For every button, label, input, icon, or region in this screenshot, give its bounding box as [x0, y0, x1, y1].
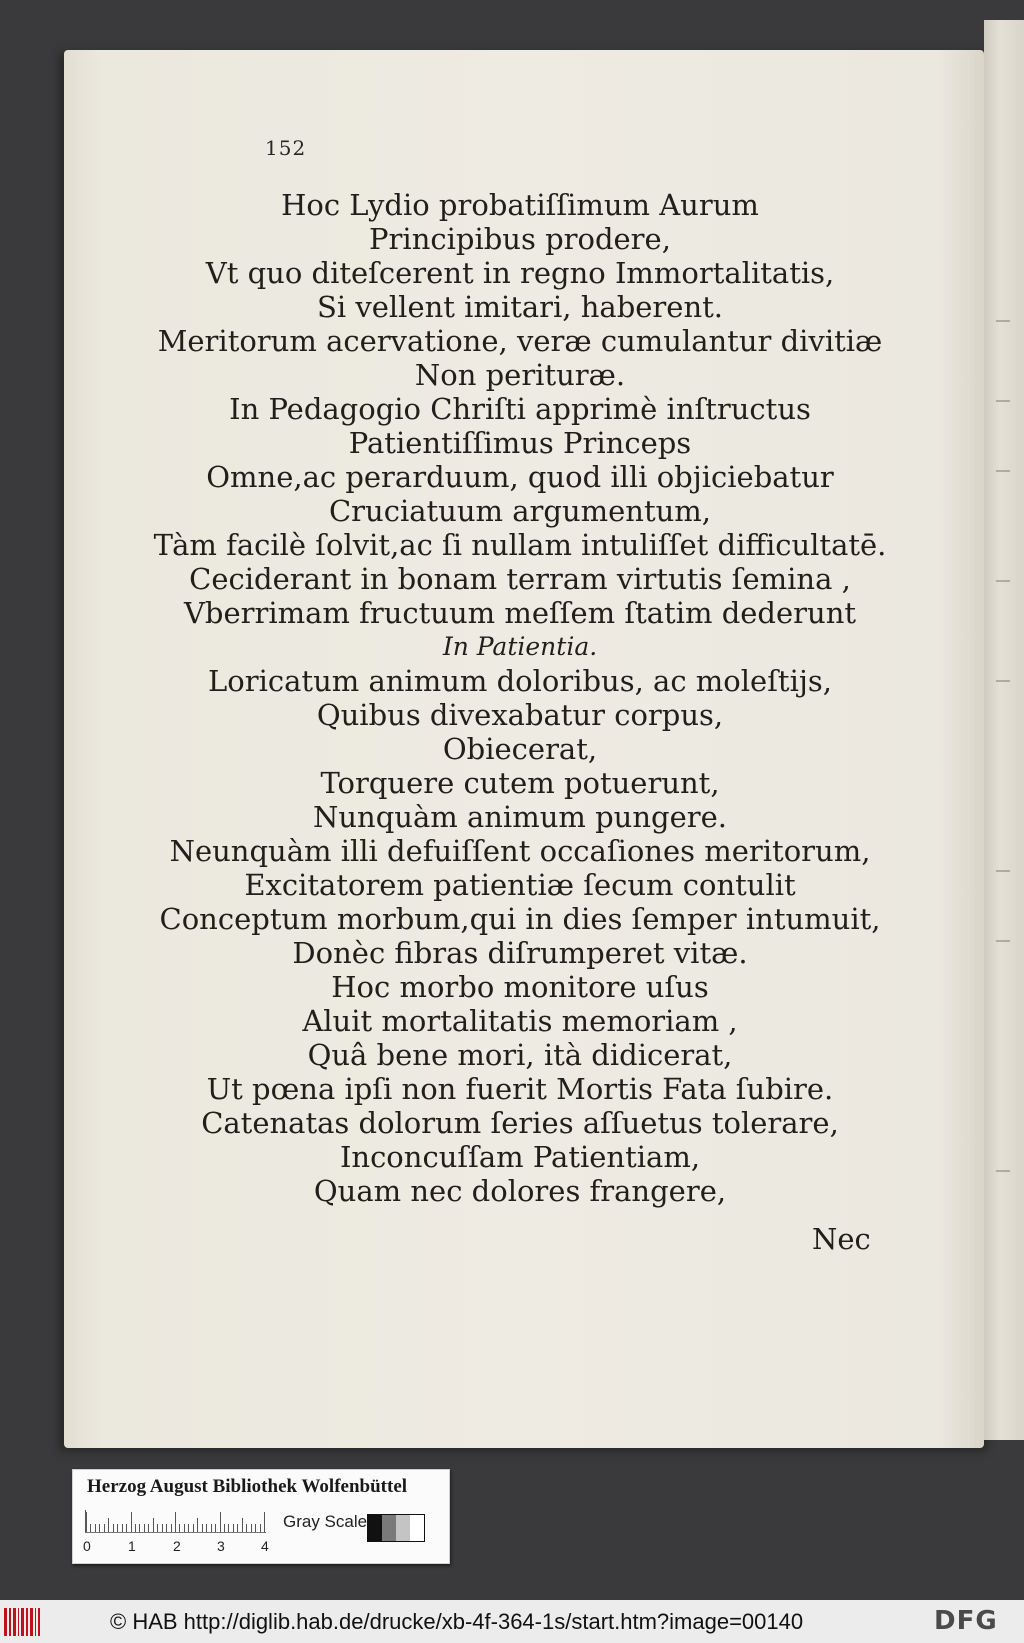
verse-line: Nunquàm animum pungere. — [312, 800, 727, 834]
verse-line: Tàm facilè ſolvit,ac ſi nullam intuliſſet difficultatē. — [153, 528, 887, 562]
verse-line: Cruciatuum argumentum, — [328, 494, 712, 528]
ruler-tick — [184, 1524, 185, 1532]
gray-swatch — [368, 1515, 382, 1541]
verse-line: Ceciderant in bonam terram virtutis ſemina , — [189, 562, 851, 596]
verse-line: Catenatas dolorum ſeries aſſuetus tolerare, — [201, 1106, 839, 1140]
gray-swatch — [410, 1515, 424, 1541]
verse-line: Inconcuſſam Patientiam, — [339, 1140, 701, 1174]
barcode-bar — [21, 1608, 24, 1636]
ruler-tick — [246, 1524, 247, 1532]
ruler-tick — [255, 1524, 256, 1532]
barcode-bar — [18, 1608, 19, 1636]
ruler-tick — [179, 1524, 180, 1532]
scale-number: 2 — [173, 1538, 181, 1554]
ruler-tick — [251, 1524, 252, 1532]
ruler-tick — [113, 1524, 114, 1532]
verse-line: In Pedagogio Chriſti apprimè inſtructus — [229, 392, 811, 426]
ruler-tick — [206, 1524, 207, 1532]
ruler-tick — [242, 1518, 243, 1532]
verse-line: Conceptum morbum,qui in dies ſemper intumuit, — [159, 902, 881, 936]
verse-line: Obiecerat, — [442, 732, 598, 766]
footer-bar — [0, 1600, 1024, 1643]
gray-scale-swatch — [367, 1514, 425, 1542]
ruler-tick — [233, 1524, 234, 1532]
barcode-bar — [35, 1608, 36, 1636]
barcode-bar — [4, 1608, 7, 1636]
verse-line: Hoc morbo monitore uſus — [331, 970, 709, 1004]
ruler-tick — [193, 1524, 194, 1532]
verse-line: Donèc fibras diſrumperet vitæ. — [292, 936, 748, 970]
barcode-bar — [9, 1608, 11, 1636]
credit-link[interactable]: © HAB http://diglib.hab.de/drucke/xb-4f-364-1s/start.htm?image=00140 — [110, 1609, 804, 1634]
ruler-tick — [220, 1512, 221, 1532]
ruler-tick — [175, 1512, 176, 1532]
ruler-scale — [85, 1510, 266, 1533]
ruler-tick — [117, 1524, 118, 1532]
verse-line: Omne,ac perarduum, quod illi objiciebatur — [206, 460, 834, 494]
hab-logo-icon — [4, 1608, 46, 1636]
color-scale-card — [72, 1469, 450, 1564]
ruler-tick — [126, 1524, 127, 1532]
ruler-tick — [144, 1524, 145, 1532]
ruler-tick — [122, 1524, 123, 1532]
ruler-tick — [197, 1518, 198, 1532]
ruler-tick — [215, 1524, 216, 1532]
page-number: 152 — [265, 136, 307, 160]
verse-line: Neunquàm illi defuiſſent occaſiones meritorum, — [169, 834, 871, 868]
ruler-tick — [99, 1524, 100, 1532]
next-page-edge — [984, 20, 1024, 1440]
ruler-tick — [224, 1524, 225, 1532]
gray-scale-label: Gray Scale — [283, 1512, 368, 1531]
verse-line: Si vellent imitari, haberent. — [317, 290, 723, 324]
library-name: Herzog August Bibliothek Wolfenbüttel — [87, 1476, 408, 1497]
scale-number: 4 — [261, 1538, 269, 1554]
verse-line: Quibus divexabatur corpus, — [316, 698, 724, 732]
ruler-tick — [86, 1512, 87, 1532]
ruler-tick — [166, 1524, 167, 1532]
dfg-logo: DFG — [934, 1606, 998, 1636]
verse-line: Loricatum animum doloribus, ac moleſtijs, — [208, 664, 832, 698]
scale-number: 3 — [217, 1538, 225, 1554]
ruler-tick — [153, 1518, 154, 1532]
barcode-bar — [38, 1608, 40, 1636]
ruler-tick — [211, 1524, 212, 1532]
barcode-bar — [30, 1608, 33, 1636]
barcode-bar — [26, 1608, 28, 1636]
barcode-bar — [13, 1608, 16, 1636]
ruler-tick — [108, 1518, 109, 1532]
ruler-tick — [228, 1524, 229, 1532]
verse-line: Quam nec dolores frangere, — [313, 1174, 727, 1208]
ruler-tick — [131, 1512, 132, 1532]
ruler-tick — [260, 1524, 261, 1532]
ruler-tick — [157, 1524, 158, 1532]
ruler-tick — [148, 1524, 149, 1532]
ruler-tick — [139, 1524, 140, 1532]
verse-line: Patientiſſimus Princeps — [348, 426, 692, 460]
verse-line: Ut pœna ipſi non fuerit Mortis Fata ſubire. — [206, 1072, 834, 1106]
ruler-tick — [95, 1524, 96, 1532]
catchword: Nec — [812, 1222, 871, 1256]
verse-line: Non perituræ. — [414, 358, 626, 392]
ruler-tick — [162, 1524, 163, 1532]
verse-line: Hoc Lydio probatiſſimum Aurum — [281, 188, 759, 222]
verse-line: Vberrimam fructuum meſſem ſtatim dederunt — [183, 596, 857, 630]
verse-line: Torquere cutem potuerunt, — [320, 766, 720, 800]
verse-line: Excitatorem patientiæ ſecum contulit — [244, 868, 796, 902]
ruler-tick — [237, 1524, 238, 1532]
verse-line: Principibus prodere, — [369, 222, 671, 256]
ruler-tick — [90, 1524, 91, 1532]
verse-line: Aluit mortalitatis memoriam , — [302, 1004, 738, 1038]
scale-number: 0 — [83, 1538, 91, 1554]
ruler-tick — [202, 1524, 203, 1532]
ruler-tick — [171, 1524, 172, 1532]
verse-line: In Patientia. — [442, 632, 598, 661]
verse-line: Meritorum acervatione, veræ cumulantur divitiæ — [157, 324, 883, 358]
verse-line: Quâ bene mori, ità didicerat, — [307, 1038, 733, 1072]
ruler-tick — [135, 1524, 136, 1532]
ruler-tick — [264, 1512, 265, 1532]
verse-text — [80, 188, 960, 1208]
scale-number: 1 — [128, 1538, 136, 1554]
verse-line: Vt quo diteſcerent in regno Immortalitatis, — [205, 256, 835, 290]
gray-swatch — [396, 1515, 410, 1541]
ruler-tick — [104, 1524, 105, 1532]
gray-swatch — [382, 1515, 396, 1541]
ruler-tick — [188, 1524, 189, 1532]
